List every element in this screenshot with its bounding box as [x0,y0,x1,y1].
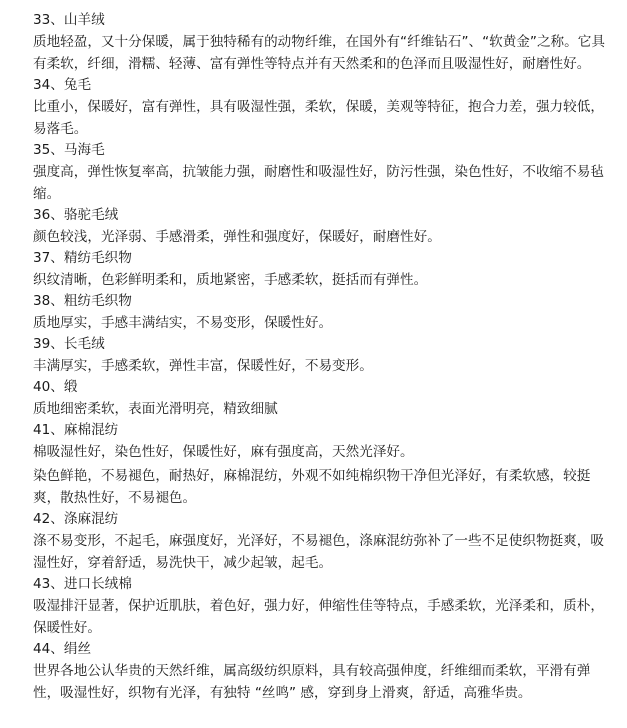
entry-title: 44、绢丝 [33,641,92,657]
entry-description: 染色鲜艳，不易褪色，耐热好，麻棉混纺，外观不如纯棉织物干净但光泽好，有柔软感，较挺爽，散热性好，不易褪色。 [33,468,591,506]
entry-description: 强度高，弹性恢复率高，抗皱能力强，耐磨性和吸湿性好，防污性强，染色性好，不收缩不易毡缩。 [33,164,604,202]
entry-title: 43、进口长绒棉 [33,576,132,592]
entry-38 [33,291,619,334]
entry-description: 世界各地公认华贵的天然纤维，属高级纺织原料，具有较高强伸度，纤维细而柔软，平滑有弹性，吸湿性好，织物有光泽，有独特 “丝鸣” 感，穿到身上滑爽，舒适，高雅华贵。 [33,663,591,701]
entry-title: 41、麻棉混纺 [33,422,119,438]
entry-description: 棉吸湿性好，染色性好，保暖性好，麻有强度高，天然光泽好。 [33,444,414,460]
entry-43 [33,574,619,639]
entry-description: 质地轻盈，又十分保暖，属于独特稀有的动物纤维，在国外有“纤维钻石”、“软黄金”之称。它具有柔软，纤细，滑糯、轻薄、富有弹性等特点并有天然柔和的色泽而且吸湿性好，耐磨性好。 [33,34,605,72]
entry-title: 36、骆驼毛绒 [33,207,119,223]
entry-description: 丰满厚实，手感柔软，弹性丰富，保暖性好，不易变形。 [33,358,373,374]
entry-39 [33,334,619,377]
entry-description: 吸湿排汗显著，保护近肌肤，着色好，强力好，伸缩性佳等特点，手感柔软，光泽柔和，质朴，保暖性好。 [33,598,604,636]
entry-41 [33,420,619,509]
entry-description: 涤不易变形，不起毛，麻强度好，光泽好，不易褪色，涤麻混纺弥补了一些不足使织物挺爽，吸湿性好，穿着舒适，易洗快干，减少起皱，起毛。 [33,533,604,571]
entry-title: 40、缎 [33,379,78,395]
entry-33 [33,10,619,75]
entry-description: 比重小，保暖好，富有弹性，具有吸湿性强，柔软，保暖，美观等特征，抱合力差，强力较低，易落毛。 [33,99,604,137]
entry-title: 35、马海毛 [33,142,105,158]
entry-title: 34、兔毛 [33,77,92,93]
entry-title: 39、长毛绒 [33,336,105,352]
entry-44 [33,639,619,704]
entry-description: 质地细密柔软，表面光滑明亮，精致细腻 [33,401,278,417]
entry-37 [33,248,619,291]
entry-35 [33,140,619,205]
entry-40 [33,377,619,420]
entry-42 [33,509,619,574]
entry-description: 质地厚实，手感丰满结实，不易变形，保暖性好。 [33,315,333,331]
entry-description: 颜色较浅，光泽弱、手感滑柔，弹性和强度好，保暖好，耐磨性好。 [33,229,441,245]
entry-title: 33、山羊绒 [33,12,105,28]
entry-title: 42、涤麻混纺 [33,511,119,527]
entry-title: 37、精纺毛织物 [33,250,132,266]
entry-34 [33,75,619,140]
entry-description: 织纹清晰，色彩鲜明柔和，质地紧密，手感柔软，挺括而有弹性。 [33,272,428,288]
entry-title: 38、粗纺毛织物 [33,293,132,309]
entry-36 [33,205,619,248]
